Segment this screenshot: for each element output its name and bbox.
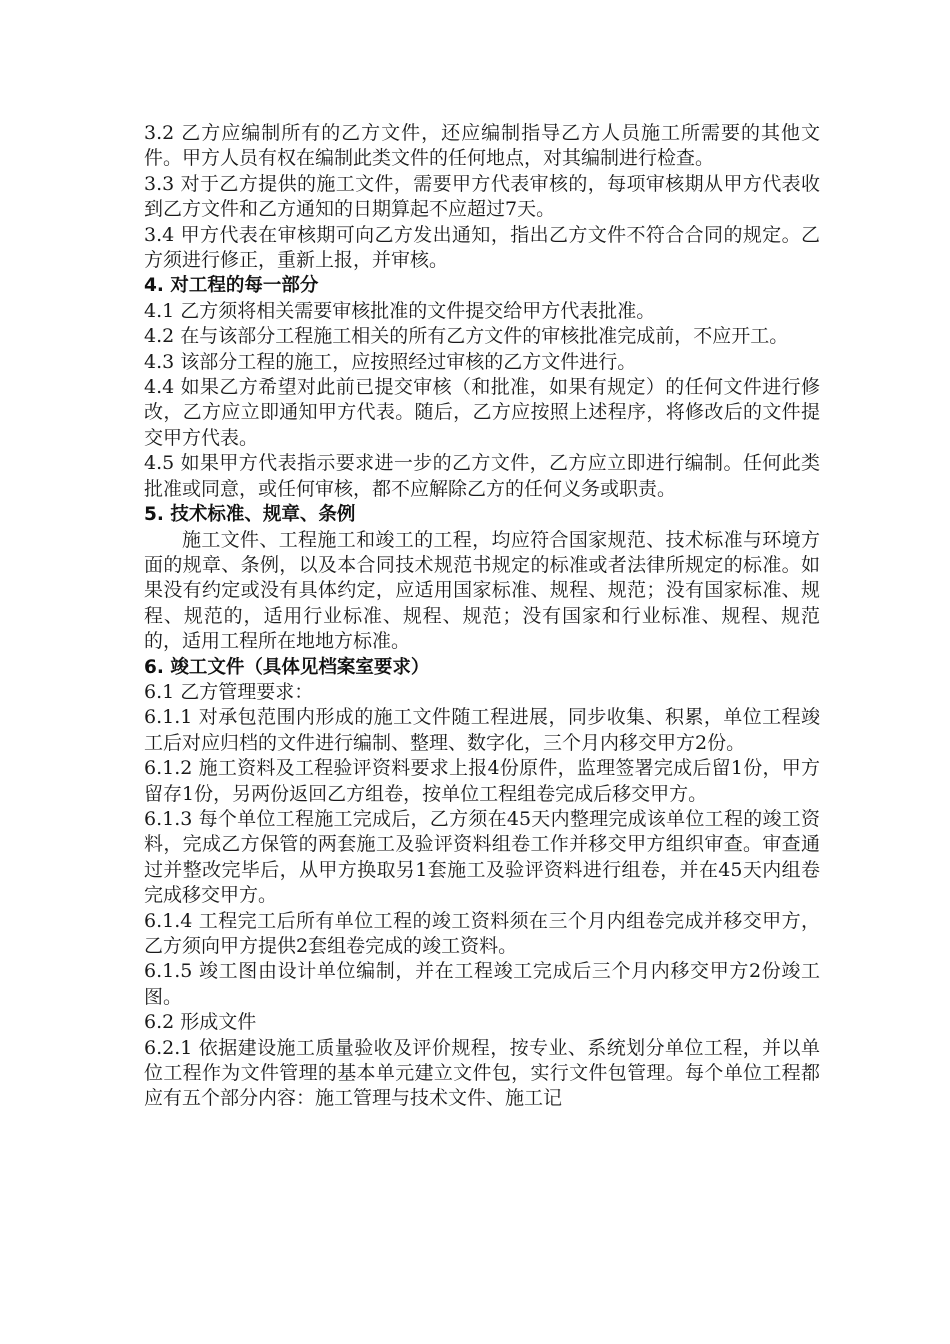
clause-6-1-5: 6.1.5 竣工图由设计单位编制，并在工程竣工完成后三个月内移交甲方2份竣工图。 — [144, 960, 820, 1008]
clause-3-3: 3.3 对于乙方提供的施工文件，需要甲方代表审核的，每项审核期从甲方代表收到乙方文件和乙方通知的日期算起不应超过7天。 — [144, 172, 820, 221]
clause-6-1-1: 6.1.1 对承包范围内形成的施工文件随工程进展，同步收集、积累，单位工程竣工后对应归档的文件进行编制、整理、数字化，三个月内移交甲方2份。 — [144, 706, 820, 754]
clause-6-1-2: 6.1.2 施工资料及工程验评资料要求上报4份原件，监理签署完成后留1份，甲方留存1份，另两份返回乙方组卷，按单位工程组卷完成后移交甲方。 — [144, 757, 820, 805]
clause-6-2-1: 6.2.1 依据建设施工质量验收及评价规程，按专业、系统划分单位工程，并以单位工程作为文件管理的基本单元建立文件包，实行文件包管理。每个单位工程都应有五个部分内容：施工管理与技术文件、施工记 — [144, 1036, 820, 1110]
clause-6-1-3: 6.1.3 每个单位工程施工完成后，乙方须在45天内整理完成该单位工程的竣工资料，完成乙方保管的两套施工及验评资料组卷工作并移交甲方组织审查。审查通过并整改完毕后，从甲方换取另1套施工及验评资料进行组卷，并在45天内组卷完成移交甲方。 — [144, 807, 820, 907]
section-6-heading: 6. 竣工文件（具体见档案室要求） — [144, 656, 430, 678]
clause-4-4: 4.4 如果乙方希望对此前已提交审核（和批准，如果有规定）的任何文件进行修改，乙方应立即通知甲方代表。随后，乙方应按照上述程序，将修改后的文件提交甲方代表。 — [144, 376, 820, 449]
clause-4-1: 4.1 乙方须将相关需要审核批准的文件提交给甲方代表批准。 — [144, 299, 656, 322]
document-page — [144, 121, 820, 1112]
clause-4-5: 4.5 如果甲方代表指示要求进一步的乙方文件，乙方应立即进行编制。任何此类批准或同意，或任何审核，都不应解除乙方的任何义务或职责。 — [144, 452, 820, 500]
clause-4-3: 4.3 该部分工程的施工，应按照经过审核的乙方文件进行。 — [144, 350, 637, 373]
clause-6-1: 6.1 乙方管理要求： — [144, 680, 314, 703]
section-5-heading: 5. 技术标准、规章、条例 — [144, 504, 356, 526]
clause-3-4: 3.4 甲方代表在审核期可向乙方发出通知，指出乙方文件不符合合同的规定。乙方须进行修正，重新上报，并审核。 — [144, 223, 820, 272]
clause-3-2: 3.2 乙方应编制所有的乙方文件，还应编制指导乙方人员施工所需要的其他文件。甲方人员有权在编制此类文件的任何地点，对其编制进行检查。 — [144, 122, 820, 170]
section-5-body: 施工文件、工程施工和竣工的工程，均应符合国家规范、技术标准与环境方面的规章、条例，以及本合同技术规范书规定的标准或者法律所规定的标准。如果没有约定或没有具体约定，应适用国家标准、规程、规范；没有国家标准、规程、规范的，适用行业标准、规程、规范；没有国家和行业标准、规程、规范的，适用工程所在地地方标准。 — [144, 528, 820, 653]
clause-6-2: 6.2 形成文件 — [144, 1011, 257, 1034]
clause-6-1-4: 6.1.4 工程完工后所有单位工程的竣工资料须在三个月内组卷完成并移交甲方，乙方须向甲方提供2套组卷完成的竣工资料。 — [144, 909, 820, 957]
section-4-heading: 4. 对工程的每一部分 — [144, 275, 319, 297]
clause-4-2: 4.2 在与该部分工程施工相关的所有乙方文件的审核批准完成前，不应开工。 — [144, 325, 789, 348]
